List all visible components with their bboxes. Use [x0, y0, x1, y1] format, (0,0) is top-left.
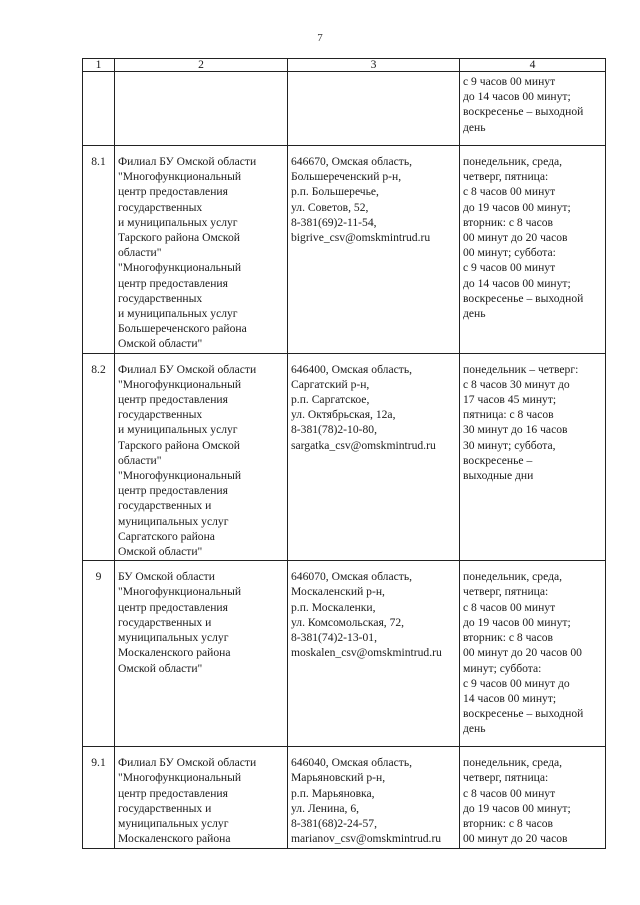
page-number: 7	[317, 32, 323, 44]
empty-cell	[288, 72, 460, 146]
row-number: 9.1	[83, 747, 115, 848]
row-number: 8.2	[83, 353, 115, 561]
table-row-continuation	[83, 72, 606, 146]
mfc-offices-table	[82, 58, 606, 849]
empty-cell	[115, 72, 288, 146]
table-row	[83, 146, 606, 354]
column-number: 3	[288, 59, 460, 72]
row-number: 8.1	[83, 146, 115, 354]
working-hours-cell: с 9 часов 00 минут до 14 часов 00 минут; воскресенье – выходной день	[460, 72, 606, 146]
working-hours-cell: понедельник, среда, четверг, пятница: с 8 часов 00 минут до 19 часов 00 минут; вторник: с 8 часов 00 минут до 20 часов 00 минут; суббота: с 9 часов 00 минут до 14 часов 00 минут; воскресенье – выходной день	[460, 146, 606, 354]
office-name-cell: Филиал БУ Омской области "Многофункциональный центр предоставления государственных и муниципальных услуг Тарского района Омской области" "Многофункциональный центр предоставления государственных и муниципальных услуг Саргатского района Омской области"	[115, 353, 288, 561]
office-name-cell: БУ Омской области "Многофункциональный центр предоставления государственных и муниципальных услуг Москаленского района Омской области"	[115, 561, 288, 747]
empty-cell	[83, 72, 115, 146]
address-contact-cell: 646400, Омская область, Саргатский р-н, р.п. Саргатское, ул. Октябрьская, 12а, 8-381(78)2-10-80, sargatka_csv@omskmintrud.ru	[288, 353, 460, 561]
column-number-row	[83, 59, 606, 72]
office-name-cell: Филиал БУ Омской области "Многофункциональный центр предоставления государственных и муниципальных услуг Москаленского района	[115, 747, 288, 848]
address-contact-cell: 646670, Омская область, Большереченский р-н, р.п. Большеречье, ул. Советов, 52, 8-381(69)2-11-54, bigrive_csv@omskmintrud.ru	[288, 146, 460, 354]
address-contact-cell: 646040, Омская область, Марьяновский р-н, р.п. Марьяновка, ул. Ленина, 6, 8-381(68)2-24-57, marianov_csv@omskmintrud.ru	[288, 747, 460, 848]
working-hours-cell: понедельник, среда, четверг, пятница: с 8 часов 00 минут до 19 часов 00 минут; вторник: с 8 часов 00 минут до 20 часов	[460, 747, 606, 848]
column-number: 4	[460, 59, 606, 72]
column-number: 1	[83, 59, 115, 72]
table-row	[83, 747, 606, 848]
table-row	[83, 353, 606, 561]
working-hours-cell: понедельник, среда, четверг, пятница: с 8 часов 00 минут до 19 часов 00 минут; вторник: с 8 часов 00 минут до 20 часов 00 минут; суббота: с 9 часов 00 минут до 14 часов 00 минут; воскресенье – выходной день	[460, 561, 606, 747]
address-contact-cell: 646070, Омская область, Москаленский р-н, р.п. Москаленки, ул. Комсомольская, 72, 8-381(74)2-13-01, moskalen_csv@omskmintrud.ru	[288, 561, 460, 747]
row-number: 9	[83, 561, 115, 747]
working-hours-cell: понедельник – четверг: с 8 часов 30 минут до 17 часов 45 минут; пятница: с 8 часов 30 минут до 16 часов 30 минут; суббота, воскресенье – выходные дни	[460, 353, 606, 561]
office-name-cell: Филиал БУ Омской области "Многофункциональный центр предоставления государственных и муниципальных услуг Тарского района Омской области" "Многофункциональный центр предоставления государственных и муниципальных услуг Большереченского района Омской области"	[115, 146, 288, 354]
table-row	[83, 561, 606, 747]
column-number: 2	[115, 59, 288, 72]
